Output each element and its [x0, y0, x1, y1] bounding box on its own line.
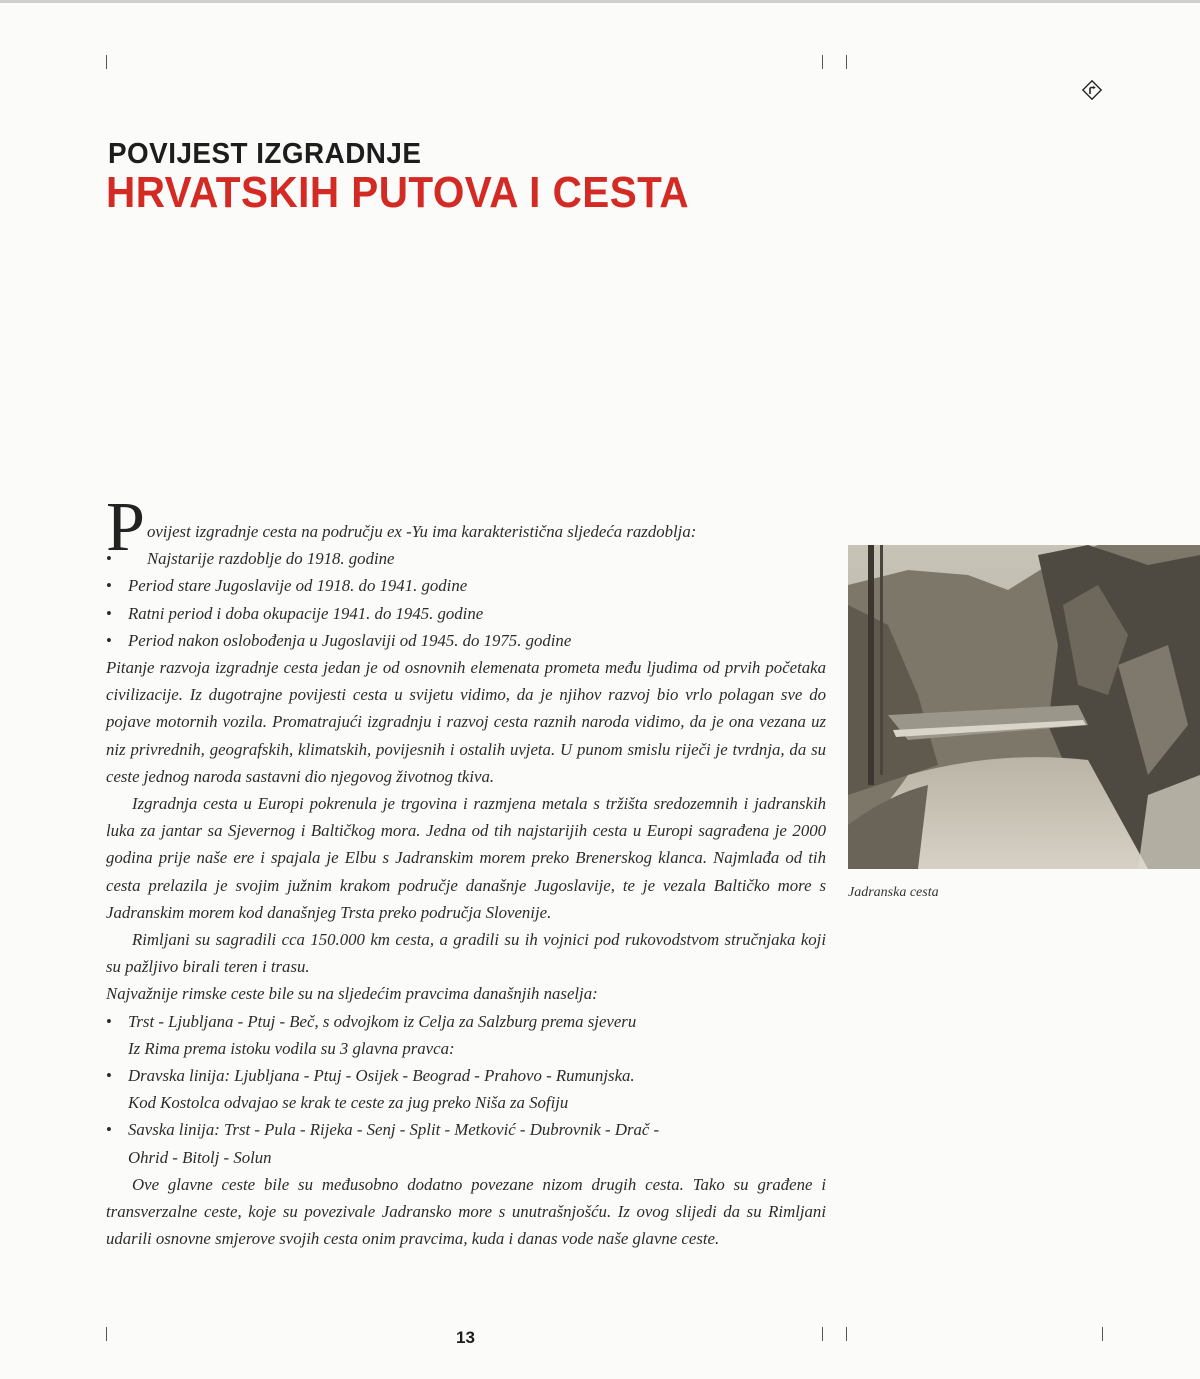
list-item: • Savska linija: Trst - Pula - Rijeka - Senj - Split - Metković - Dubrovnik - Drač - [106, 1116, 826, 1143]
road-turn-sign-icon [1082, 80, 1102, 100]
list-item: • Period stare Jugoslavije od 1918. do 1941. godine [106, 572, 826, 599]
list-note: Ohrid - Bitolj - Solun [128, 1147, 272, 1167]
list-item: • Dravska linija: Ljubljana - Ptuj - Osijek - Beograd - Prahovo - Rumunjska. [106, 1062, 826, 1089]
page-title: HRVATSKIH PUTOVA I CESTA [106, 168, 690, 217]
list-note: Kod Kostolca odvajao se krak te ceste za jug preko Niša za Sofiju [128, 1093, 569, 1113]
list-item: • Ratni period i doba okupacije 1941. do 1945. godine [106, 600, 826, 627]
list-note: Iz Rima prema istoku vodila su 3 glavna pravca: [128, 1038, 455, 1058]
article-body [106, 488, 826, 1252]
list-item: • Najstarije razdoblje do 1918. godine [106, 545, 826, 572]
crop-mark [106, 55, 107, 69]
crop-mark [846, 55, 847, 69]
body-paragraph: Ove glavne ceste bile su međusobno dodatno povezane nizom drugih cesta. Tako su građene i transverzalne ceste, koje su povezivale Jadransko more s unutrašnjošću. Iz ovog slijedi da su Rimljani udarili osnovne smjerove svojih cesta onim pravcima, kuda i danas vode naše glavne ceste. [106, 1174, 826, 1249]
body-paragraph: Pitanje razvoja izgradnje cesta jedan je od osnovnih elemenata prometa među ljudima od prvih početaka civilizacije. Iz dugotrajne povijesti cesta u svijetu vidimo, da je njihov razvoj bio vrlo polagan sve do pojave motornih vozila. Promatrajući izgradnju i razvoj cesta raznih naroda vidimo, da je ona vezana uz niz privrednih, geografskih, klimatskih, povijesnih i ostalih uvjeta. U punom smislu riječi je tvrdnja, da su ceste jednog naroda sastavni dio njegovog životnog tkiva. [106, 658, 826, 786]
body-paragraph: Rimljani su sagradili cca 150.000 km cesta, a gradili su ih vojnici pod rukovodstvom stručnjaka koji su pažljivo birali teren i trasu. [106, 930, 826, 977]
crop-mark [1102, 1327, 1103, 1341]
list-item: • Trst - Ljubljana - Ptuj - Beč, s odvojkom iz Celja za Salzburg prema sjeveru [106, 1008, 826, 1035]
intro-text: ovijest izgradnje cesta na području ex -Yu ima karakteristična sljedeća razdoblja: [146, 522, 697, 541]
drop-cap: P [106, 489, 145, 566]
crop-mark [846, 1327, 847, 1341]
list-item: • Period nakon oslobođenja u Jugoslaviji od 1945. do 1975. godine [106, 627, 826, 654]
page-number: 13 [456, 1328, 475, 1347]
title-top: POVIJEST IZGRADNJE [108, 138, 422, 170]
crop-mark [822, 1327, 823, 1341]
routes-intro: Najvažnije rimske ceste bile su na sljedećim pravcima današnjih naselja: [106, 984, 598, 1004]
crop-mark [822, 55, 823, 69]
body-paragraph: Izgradnja cesta u Europi pokrenula je trgovina i razmjena metala s tržišta sredozemnih i jadranskih luka za jantar sa Sjevernog i Baltičkog mora. Jedna od tih najstarijih cesta u Europi sagrađena je 2000 godina prije naše ere i spajala je Elbu s Jadranskim morem preko Brenerskog klanca. Najmlađa od tih cesta prelazila je svojim južnim krakom područje današnje Jugoslavije, te je vezala Baltičko more s Jadranskim morem kod današnjeg Trsta preko područja Slovenije. [106, 794, 826, 922]
figure-caption: Jadranska cesta [848, 885, 939, 900]
road-photo [848, 545, 1200, 869]
crop-mark [106, 1327, 107, 1341]
top-border [0, 0, 1200, 3]
